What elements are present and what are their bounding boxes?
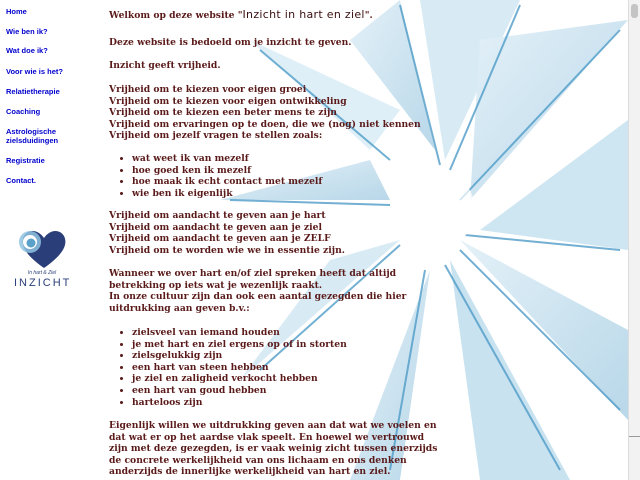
nav-link-wie-ben-ik[interactable]: Wie ben ik? — [6, 27, 48, 36]
welcome-prefix: Welkom op deze website " — [109, 10, 243, 21]
paragraph-line: dat wat er op het aardse vlak speelt. En hoewel we vertrouwd — [109, 431, 425, 443]
paragraph-line: In onze cultuur zijn dan ook een aantal gezegden die hier — [109, 291, 407, 303]
freedom-line: Vrijheid om te kiezen een beter mens te zijn — [109, 107, 337, 119]
nav-link-contact[interactable]: Contact. — [6, 176, 36, 185]
paragraph-line: de concrete werkelijkheid van ons lichaam en ons denken — [109, 454, 407, 466]
nav-link-zielsduidingen[interactable]: zielsduidingen — [6, 136, 59, 145]
freedom-list — [109, 84, 421, 142]
logo[interactable] — [14, 226, 70, 298]
attention-line: Vrijheid om te worden wie we in essentie zijn. — [109, 244, 345, 256]
nav-link-registratie[interactable]: Registratie — [6, 156, 45, 165]
paragraph-line: Wanneer we over hart en/of ziel spreken heeft dat altijd — [109, 268, 397, 279]
vertical-scrollbar[interactable] — [628, 0, 640, 480]
list-item: • je met hart en ziel ergens op of in storten — [132, 339, 347, 351]
sidebar-nav — [0, 0, 100, 480]
freedom-line: Vrijheid om te kiezen voor eigen groei — [109, 84, 307, 95]
freedom-line: Vrijheid om ervaringen op te doen, die we (nog) niet kennen — [109, 118, 421, 130]
attention-line: Vrijheid om aandacht te geven aan je ZELF — [109, 233, 331, 245]
paragraph-line: betrekking op iets wat je wezenlijk raakt. — [109, 279, 323, 291]
scrollbar-thumb[interactable] — [631, 4, 638, 18]
intro-text: Deze website is bedoeld om je inzicht te geven. — [109, 37, 352, 48]
list-item: • zielsveel van iemand houden — [132, 327, 347, 339]
list-item: • hoe goed ken ik mezelf — [132, 165, 322, 177]
list-item: • een hart van goud hebben — [132, 385, 347, 397]
paragraph-line: Eigenlijk willen we uitdrukking geven aan dat wat we voelen en — [109, 420, 437, 431]
closing-paragraph — [109, 420, 437, 478]
logo-title: INZICHT — [14, 277, 72, 289]
paragraph-line: uitdrukking aan geven b.v.: — [109, 302, 250, 314]
list-item: • harteloos zijn — [132, 397, 347, 409]
list-item: • een hart van steen hebben — [132, 362, 347, 374]
nav-link-coaching[interactable]: Coaching — [6, 107, 41, 116]
site-name: Inzicht in hart en ziel — [242, 8, 365, 21]
freedom-line: Vrijheid om jezelf vragen te stellen zoals: — [109, 130, 323, 142]
sayings-list — [109, 327, 347, 408]
list-item: • je ziel en zaligheid verkocht hebben — [132, 373, 347, 385]
nav-link-home[interactable]: Home — [6, 7, 27, 16]
nav-link-voor-wie[interactable]: Voor wie is het? — [6, 67, 63, 76]
freedom-line: Vrijheid om te kiezen voor eigen ontwikkeling — [109, 95, 347, 107]
heart-soul-paragraph — [109, 268, 406, 314]
scrollbar-marker — [629, 436, 640, 437]
freedom-heading: Inzicht geeft vrijheid. — [109, 60, 221, 71]
list-item: • wat weet ik van mezelf — [132, 153, 322, 165]
questions-list — [109, 153, 322, 199]
logo-tagline: In hart & Ziel — [27, 270, 57, 276]
list-item: • wie ben ik eigenlijk — [132, 188, 322, 200]
paragraph-line: zijn met deze gezegden, is er vaak weinig zicht tussen enerzijds — [109, 443, 438, 455]
welcome-heading — [109, 9, 373, 22]
main-content — [100, 0, 628, 480]
heart-logo-icon — [14, 226, 70, 270]
welcome-suffix: ". — [364, 10, 373, 21]
attention-list — [109, 210, 345, 256]
nav-link-wat-doe-ik[interactable]: Wat doe ik? — [6, 46, 48, 55]
list-item: • zielsgelukkig zijn — [132, 350, 347, 362]
list-item: • hoe maak ik echt contact met mezelf — [132, 176, 322, 188]
attention-line: Vrijheid om aandacht te geven aan je ziel — [109, 221, 322, 233]
nav-link-astrologische[interactable]: Astrologische — [6, 127, 57, 136]
nav-link-relatietherapie[interactable]: Relatietherapie — [6, 87, 60, 96]
attention-line: Vrijheid om aandacht te geven aan je hart — [109, 210, 326, 221]
paragraph-line: anderzijds de innerlijke werkelijkheid van hart en ziel. — [109, 466, 391, 478]
